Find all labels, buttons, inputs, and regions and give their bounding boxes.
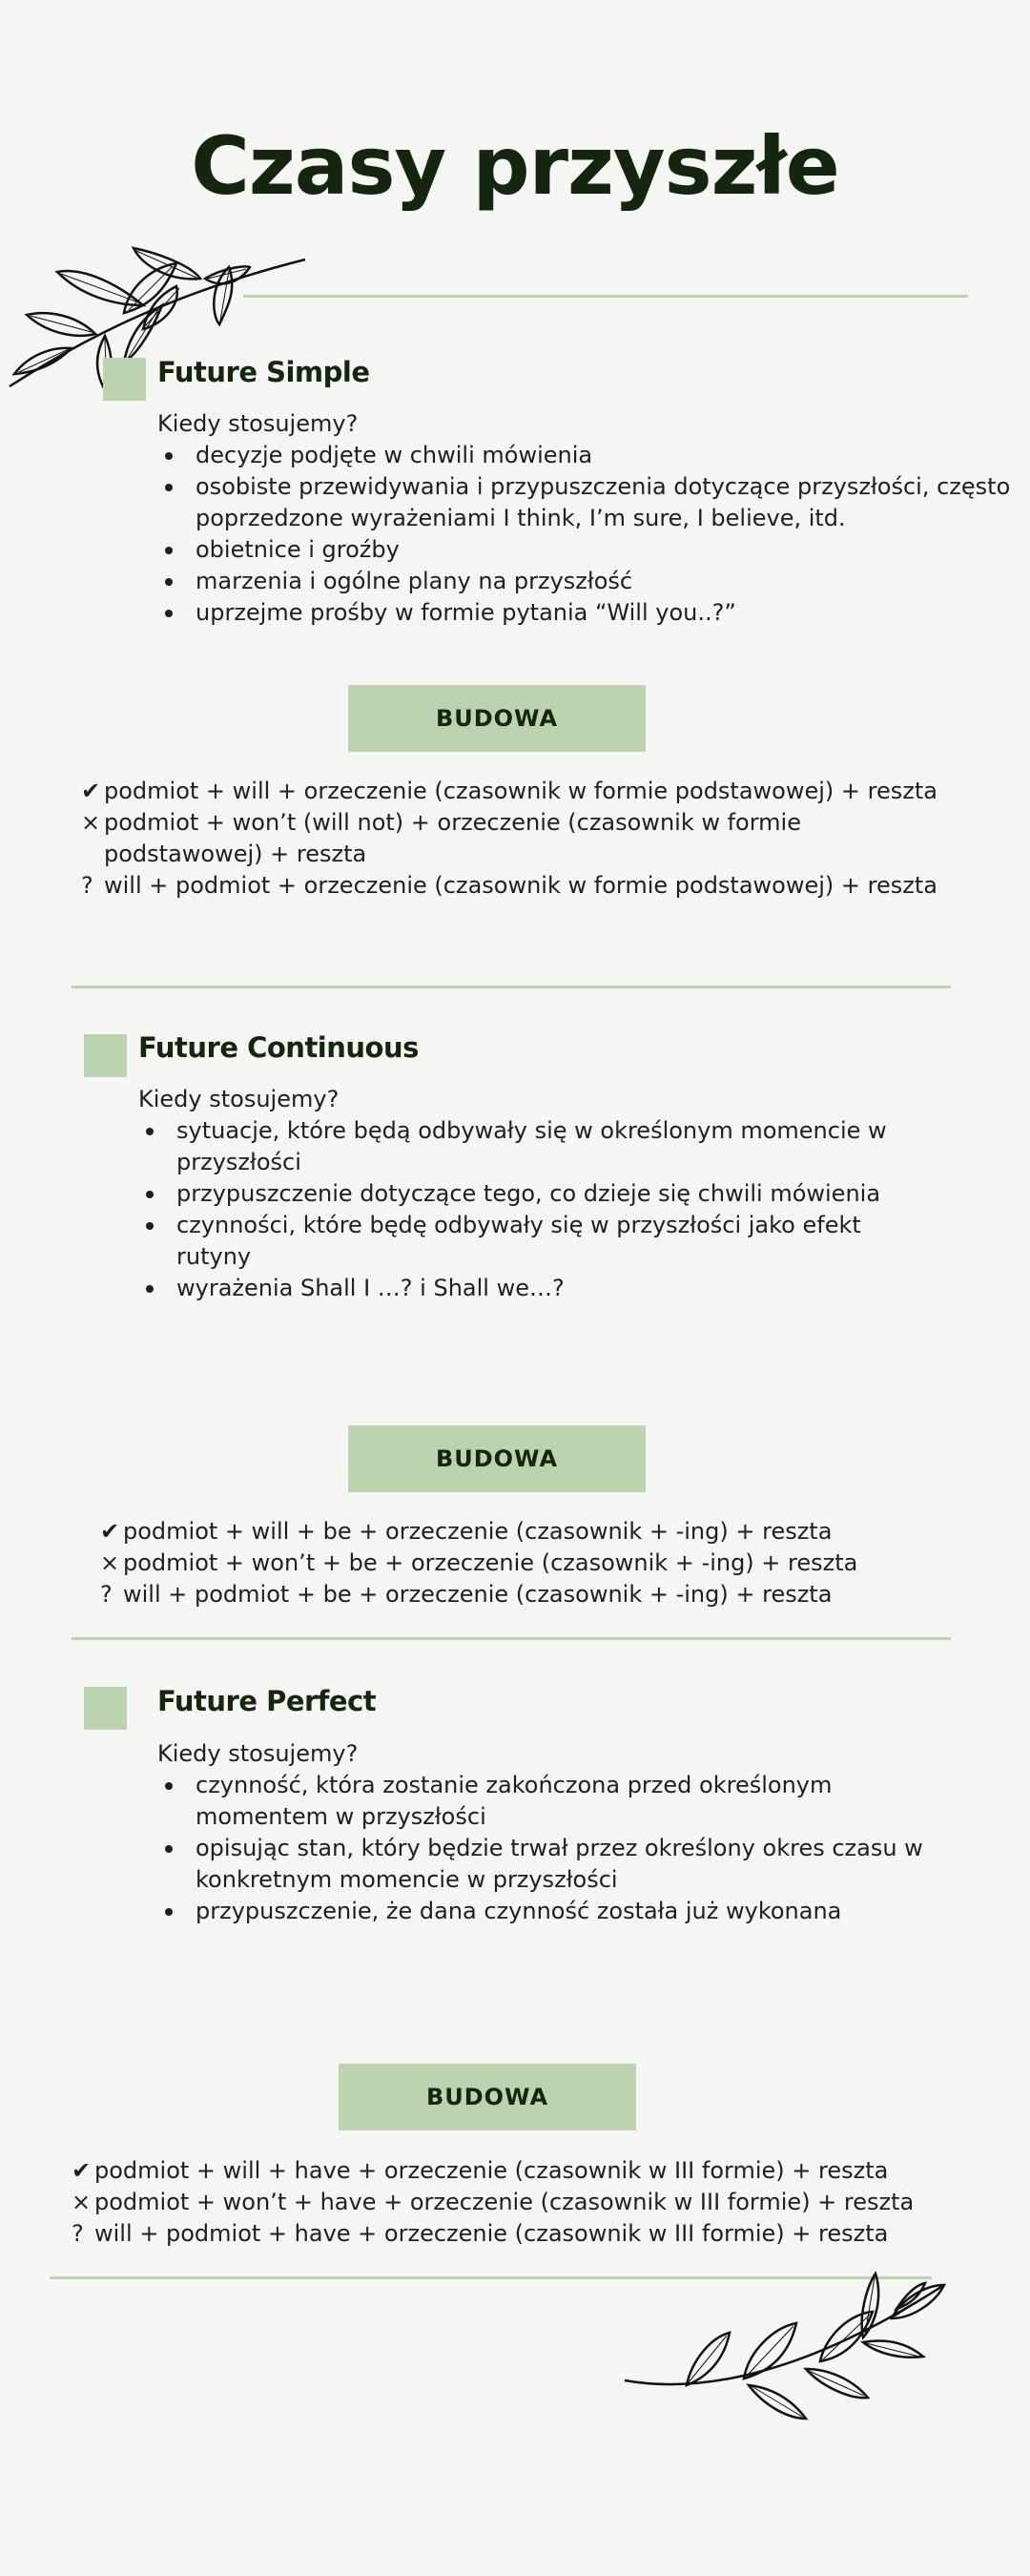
cross-icon: × (72, 2189, 92, 2215)
usage-list (138, 1115, 920, 1304)
structure-formulas (72, 2155, 958, 2250)
list-item: sytuacje, które będą odbywały się w określonym momencie w przyszłości (138, 1115, 920, 1178)
section-marker (103, 358, 146, 401)
section-heading-future-perfect: Future Perfect (157, 1685, 377, 1717)
formula-negative: podmiot + won’t (will not) + orzeczenie (czasownik w formie podstawowej) + reszta (104, 809, 801, 867)
question-icon: ? (81, 872, 93, 899)
structure-label: BUDOWA (339, 2064, 636, 2130)
structure-label: BUDOWA (348, 685, 646, 752)
cross-icon: × (81, 809, 101, 836)
divider (243, 295, 968, 298)
list-item: osobiste przewidywania i przypuszczenia dotyczące przyszłości, często poprzedzone wyrażeniami I think, I’m sure, I believe, itd. (157, 471, 1025, 534)
structure-formulas (100, 1516, 958, 1610)
usage-list (157, 440, 1025, 629)
cross-icon: × (100, 1549, 120, 1576)
list-item: decyzje podjęte w chwili mówienia (157, 440, 1025, 471)
when-label: Kiedy stosujemy? (138, 1086, 340, 1112)
formula-affirmative: podmiot + will + orzeczenie (czasownik w formie podstawowej) + reszta (104, 778, 937, 804)
formula-affirmative: podmiot + will + have + orzeczenie (czasownik w III formie) + reszta (94, 2157, 889, 2184)
when-label: Kiedy stosujemy? (157, 410, 359, 437)
check-icon: ✔ (81, 778, 101, 804)
structure-label: BUDOWA (348, 1425, 646, 1492)
section-marker (84, 1034, 127, 1077)
list-item: wyrażenia Shall I …? i Shall we…? (138, 1273, 920, 1304)
section-marker (84, 1687, 127, 1730)
section-heading-future-simple: Future Simple (157, 356, 370, 388)
check-icon: ✔ (72, 2157, 92, 2184)
structure-formulas (81, 776, 958, 902)
formula-question: will + podmiot + have + orzeczenie (czasownik w III formie) + reszta (94, 2220, 889, 2247)
when-label: Kiedy stosujemy? (157, 1740, 359, 1767)
list-item: czynność, która zostanie zakończona przed określonym momentem w przyszłości (157, 1770, 949, 1833)
check-icon: ✔ (100, 1518, 120, 1545)
list-item: uprzejme prośby w formie pytania “Will you..?” (157, 597, 1025, 629)
section-heading-future-continuous: Future Continuous (138, 1031, 419, 1064)
divider (72, 1637, 951, 1640)
list-item: marzenia i ogólne plany na przyszłość (157, 566, 1025, 597)
divider (72, 986, 951, 988)
formula-affirmative: podmiot + will + be + orzeczenie (czasownik + -ing) + reszta (123, 1518, 833, 1545)
formula-negative: podmiot + won’t + be + orzeczenie (czasownik + -ing) + reszta (123, 1549, 858, 1576)
list-item: czynności, które będę odbywały się w przyszłości jako efekt rutyny (138, 1210, 920, 1273)
formula-negative: podmiot + won’t + have + orzeczenie (czasownik w III formie) + reszta (94, 2189, 915, 2215)
list-item: przypuszczenie dotyczące tego, co dzieje się chwili mówienia (138, 1178, 920, 1210)
page-title: Czasy przyszłe (191, 119, 839, 213)
question-icon: ? (72, 2220, 84, 2247)
formula-question: will + podmiot + orzeczenie (czasownik w formie podstawowej) + reszta (104, 872, 937, 899)
list-item: opisując stan, który będzie trwał przez określony okres czasu w konkretnym momencie w przyszłości (157, 1833, 949, 1896)
list-item: przypuszczenie, że dana czynność została już wykonana (157, 1896, 949, 1927)
formula-question: will + podmiot + be + orzeczenie (czasownik + -ing) + reszta (123, 1581, 833, 1608)
usage-list (157, 1770, 949, 1927)
question-icon: ? (100, 1581, 113, 1608)
list-item: obietnice i groźby (157, 534, 1025, 566)
leaf-branch-icon (620, 2266, 954, 2433)
